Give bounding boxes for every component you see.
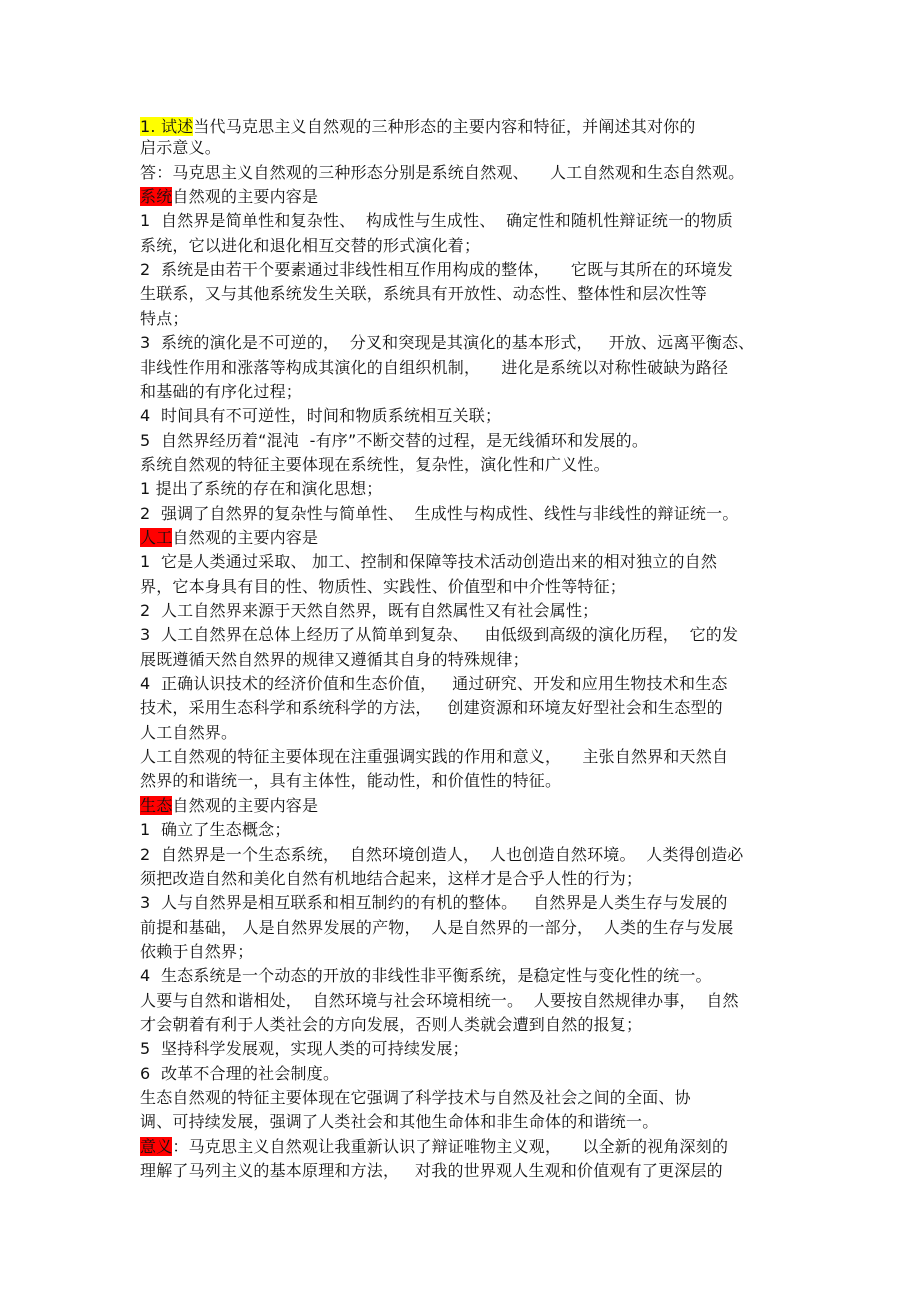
section-heading-line: [140, 186, 318, 208]
text-line: [140, 357, 728, 379]
line-text: 理解了马列主义的基本原理和方法， 对我的世界观人生观和价值观有了更深层的: [140, 1161, 723, 1181]
line-text: 自然观的主要内容是: [172, 795, 319, 815]
line-text: 5 自然界经历着“混沌 -有序”不断交替的过程，是无线循环和发展的。: [140, 430, 649, 450]
highlighted-keyword: 意义: [140, 1136, 173, 1156]
text-line: [140, 844, 743, 866]
text-line: [140, 892, 728, 914]
section-heading-line: [140, 527, 318, 549]
line-text: 4 正确认识技术的经济价值和生态价值， 通过研究、开发和应用生物技术和生态: [140, 674, 728, 694]
line-text: 3 系统的演化是不可逆的， 分叉和突现是其演化的基本形式， 开放、远离平衡态、: [140, 333, 755, 353]
text-line: [140, 1063, 339, 1085]
line-text: 才会朝着有利于人类社会的方向发展，否则人类就会遭到自然的报复；: [140, 1014, 643, 1034]
line-text: 生态自然观的特征主要体现在它强调了科学技术与自然及社会之间的全面、协: [140, 1088, 691, 1107]
text-line: [140, 259, 733, 281]
text-line: [140, 600, 598, 622]
section-heading-line: [140, 116, 696, 138]
text-line: [140, 503, 739, 525]
line-text: 2 强调了自然界的复杂性与简单性、 生成性与构成性、线性与非线性的辩证统一。: [140, 503, 739, 523]
text-line: [140, 1087, 691, 1109]
text-line: [140, 990, 739, 1012]
highlighted-keyword: 系统: [140, 187, 173, 207]
line-text: 自然观的主要内容是: [172, 187, 319, 207]
text-line: [140, 697, 723, 719]
text-line: [140, 917, 733, 939]
line-text: 启示意义。: [140, 138, 222, 158]
line-text: 人工自然观的特征主要体现在注重强调实践的作用和意义， 主张自然界和天然自: [140, 747, 729, 767]
highlighted-keyword: 人工: [140, 527, 173, 547]
text-line: [140, 283, 707, 305]
line-text: 展既遵循天然自然界的规律又遵循其自身的特殊规律；: [140, 649, 529, 669]
highlighted-keyword: 生态: [140, 795, 173, 815]
text-line: [140, 1014, 642, 1036]
line-text: 前提和基础， 人是自然界发展的产物， 人是自然界的一部分， 人类的生存与发展: [140, 917, 734, 937]
line-text: 4 生态系统是一个动态的开放的非线性非平衡系统，是稳定性与变化性的统一。: [140, 966, 712, 986]
section-heading-line: [140, 1136, 728, 1158]
text-line: [140, 1038, 469, 1060]
text-line: [140, 965, 712, 987]
text-line: [140, 405, 501, 427]
line-text: 须把改造自然和美化自然有机地结合起来，这样才是合乎人性的行为；: [140, 868, 643, 888]
line-text: ：马克思主义自然观让我重新认识了辩证唯物主义观， 以全新的视角深刻的: [172, 1136, 729, 1156]
line-text: 2 自然界是一个生态系统， 自然环境创造人， 人也创造自然环境。 人类得创造必: [140, 844, 744, 864]
section-heading-line: [140, 795, 318, 817]
line-text: 3 人工自然界在总体上经历了从简单到复杂、 由低级到高级的演化历程， 它的发: [140, 625, 739, 645]
line-text: 系统自然观的特征主要体现在系统性，复杂性，演化性和广义性。: [140, 454, 610, 474]
line-text: 系统，它以进化和退化相互交替的形式演化着；: [140, 235, 481, 255]
line-text: 然界的和谐统一，具有主体性，能动性，和价值性的特征。: [140, 771, 562, 791]
line-text: 调、可持续发展，强调了人类社会和其他生命体和非生命体的和谐统一。: [140, 1112, 659, 1132]
text-line: [140, 673, 728, 695]
text-line: [140, 235, 480, 257]
line-text: 6 改革不合理的社会制度。: [140, 1063, 340, 1083]
text-line: [140, 430, 648, 452]
text-line: [140, 1111, 658, 1133]
line-text: 答：马克思主义自然观的三种形态分别是系统自然观、 人工自然观和生态自然观。: [140, 162, 745, 182]
text-line: [140, 454, 610, 476]
text-line: [140, 624, 738, 646]
text-line: [140, 576, 626, 598]
line-text: 1 自然界是简单性和复杂性、 构成性与生成性、 确定性和随机性辩证统一的物质: [140, 211, 733, 231]
line-text: 非线性作用和涨落等构成其演化的自组织机制， 进化是系统以对称性破缺为路径: [140, 357, 729, 377]
line-text: 自然观的主要内容是: [172, 527, 319, 547]
line-text: 和基础的有序化过程；: [140, 381, 303, 401]
text-line: [140, 137, 221, 159]
text-line: [140, 746, 728, 768]
text-line: [140, 1160, 723, 1182]
text-line: [140, 868, 642, 890]
text-line: [140, 722, 237, 744]
line-text: 2 系统是由若干个要素通过非线性相互作用构成的整体， 它既与其所在的环境发: [140, 260, 733, 280]
text-line: [140, 162, 744, 184]
text-line: [140, 941, 253, 963]
line-text: 5 坚持科学发展观，实现人类的可持续发展；: [140, 1039, 469, 1059]
text-line: [140, 478, 382, 500]
line-text: 2 人工自然界来源于天然自然界，既有自然属性又有社会属性；: [140, 601, 599, 620]
highlighted-keyword: 1. 试述: [140, 117, 194, 136]
text-line: [140, 308, 189, 330]
line-text: 1 它是人类通过采取、 加工、控制和保障等技术活动创造出来的相对独立的自然: [140, 552, 718, 572]
line-text: 3 人与自然界是相互联系和相互制约的有机的整体。 自然界是人类生存与发展的: [140, 893, 728, 913]
line-text: 生联系，又与其他系统发生关联，系统具有开放性、动态性、整体性和层次性等: [140, 284, 708, 304]
line-text: 人工自然界。: [140, 722, 238, 742]
text-line: [140, 332, 754, 354]
line-text: 依赖于自然界；: [140, 941, 254, 961]
line-text: 4 时间具有不可逆性，时间和物质系统相互关联；: [140, 406, 502, 426]
text-line: [140, 210, 733, 232]
text-line: [140, 551, 717, 573]
line-text: 当代马克思主义自然观的三种形态的主要内容和特征，并阐述其对你的: [193, 117, 696, 136]
line-text: 界，它本身具有目的性、物质性、实践性、价值型和中介性等特征；: [140, 576, 627, 596]
text-line: [140, 381, 302, 403]
line-text: 人要与自然和谐相处， 自然环境与社会环境相统一。 人要按自然规律办事， 自然: [140, 990, 739, 1010]
text-line: [140, 819, 291, 841]
text-line: [140, 770, 561, 792]
line-text: 1 确立了生态概念；: [140, 820, 291, 840]
text-line: [140, 649, 529, 671]
line-text: 1 提出了系统的存在和演化思想；: [140, 479, 383, 499]
line-text: 技术，采用生态科学和系统科学的方法， 创建资源和环境友好型社会和生态型的: [140, 698, 723, 718]
line-text: 特点；: [140, 308, 189, 328]
